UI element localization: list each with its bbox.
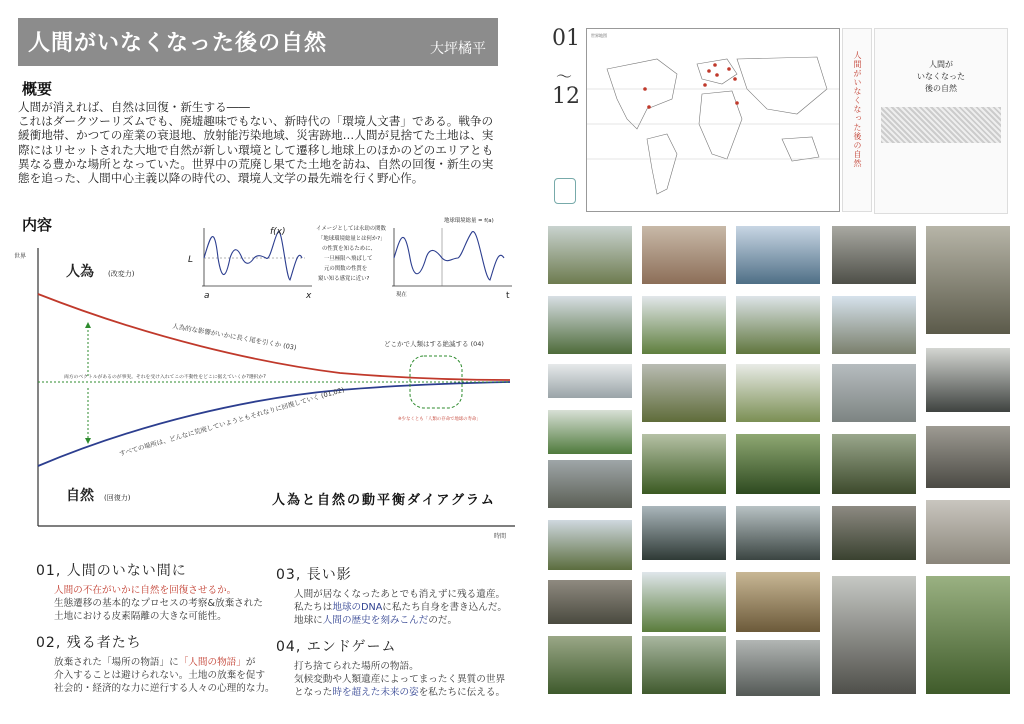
graph1-a: a	[204, 291, 210, 301]
photo-3-1	[548, 364, 632, 398]
photo-5-2	[642, 506, 726, 560]
nature-sub: (回復力)	[104, 494, 131, 502]
section-01-line-2: 土地における皮素隔離の大きな可能性。	[54, 611, 227, 622]
note-line-1: 「地球環境総量とは何か?」	[318, 236, 386, 242]
section-02-line-0: 放棄された「場所の物語」に「人間の物語」が	[54, 657, 256, 668]
section-04-line-1: 気候変動や人類遺産によってまったく異質の世界	[294, 674, 506, 685]
photo-3-2	[642, 364, 726, 422]
photo-1-5	[926, 226, 1010, 334]
note-line-2: の性質を知るために、	[322, 246, 376, 252]
section-02-title: 残る者たち	[66, 635, 142, 651]
section-02-line-2: 社会的・経済的な力に逆行する人々の心理的な力。	[54, 683, 275, 694]
photo-2-2	[642, 296, 726, 354]
cover-illustration	[881, 107, 1001, 143]
photo-4-5	[926, 500, 1010, 564]
photo-2-4	[832, 296, 916, 354]
graph1-L: L	[188, 255, 194, 265]
section-02-num: 02,	[36, 635, 62, 651]
note-line-0: イメージとしては永劫の関数	[316, 226, 386, 232]
note-line-5: 窺い知る感覚に近い?	[318, 276, 370, 282]
photo-5-3	[736, 506, 820, 560]
cover-title: 人間が いなくなった 後の自然	[917, 60, 965, 93]
mid-caption: 両方のベクトルがあるのが事実。それを受け入れてこの不動性をどこに据えていくか?選択か?	[64, 375, 266, 380]
photo-6-2	[642, 572, 726, 632]
photo-4-1	[548, 410, 632, 454]
section-04-line-2: となった時を超えた未来の姿を私たちに伝える。	[294, 687, 506, 698]
note-line-4: 元の関数の性質を	[324, 266, 368, 272]
note-line-3: 一旦極限へ飛ばして	[324, 256, 373, 262]
graph1-fx: f(x)	[270, 227, 286, 237]
photo-6-4	[832, 576, 916, 694]
human-curve	[38, 294, 510, 380]
section-03-num: 03,	[276, 567, 302, 583]
summary-text	[18, 100, 498, 185]
diagram-title: 人為と自然の動平衡ダイアグラム	[272, 493, 496, 508]
photo-5-4	[832, 506, 916, 560]
photo-2-1	[548, 296, 632, 354]
section-01	[36, 560, 276, 623]
section-03-line-0: 人間が居なくなったあとでも消えずに残る遺産。	[294, 589, 506, 600]
x-axis-label: 時間	[494, 533, 507, 540]
stamp-icon	[554, 178, 576, 204]
human-label: 人為	[66, 264, 94, 280]
book-cover	[874, 28, 1008, 214]
summary-body: これはダークツーリズムでも、廃墟趣味でもない、新時代の「環境人文書」である。戦争の緩衝地帯、かつての産業の衰退地、放射能汚染地域、災害跡地…人間が見捨てた土地は、実際にはリセットされた大地で自然が新しい環境として遷移し地球上のほかのどのエリアとも異なる豊かな場所となっていた。世界中の荒廃し果てた土地を訪ね、自然の回復・新生の実態を追った、人間中心主義以降の時代の、環境人文学の最先端を行く野心作。	[18, 114, 494, 186]
photo-2-3	[736, 296, 820, 354]
blue-caption: すべての場所は、どんなに荒廃していようともそれなりに回復していく (01,02)	[118, 385, 346, 458]
photo-2-5	[926, 348, 1010, 412]
photo-1-3	[736, 226, 820, 284]
section-04-title: エンドゲーム	[306, 639, 397, 655]
y-axis-label: 世界	[14, 253, 27, 260]
title-bar	[18, 18, 498, 66]
section-04-line-0: 打ち捨てられた場所の物語。	[294, 661, 419, 672]
section-04-num: 04,	[276, 639, 302, 655]
section-02-line-1: 介入することは避けられない。土地の放棄を促す	[54, 670, 266, 681]
section-01-title: 人間のいない間に	[66, 563, 187, 579]
chapter-mid: 〜	[556, 67, 573, 86]
author-name: 大坪橘平	[430, 41, 486, 57]
photo-8-1	[548, 636, 632, 694]
chapter-top: 01	[552, 26, 580, 51]
book-spine	[842, 28, 872, 212]
extinct-caption: どこかで人類はする絶滅する (04)	[384, 340, 484, 348]
photo-6-1	[548, 520, 632, 570]
spine-title: 人間がいなくなった後の自然	[853, 51, 862, 168]
photo-6-3	[736, 572, 820, 632]
graph1-x: x	[306, 291, 312, 301]
section-03	[276, 564, 516, 627]
graph2-t: t	[506, 291, 510, 301]
photo-4-2	[642, 434, 726, 494]
world-map	[586, 28, 840, 212]
photo-7-3	[736, 640, 820, 696]
section-03-line-1: 私たちは地球のDNAに私たち自身を書き込んだ。	[294, 602, 508, 613]
graph2-now: 現在	[396, 292, 407, 298]
photo-3-4	[832, 364, 916, 422]
photo-4-3	[736, 434, 820, 494]
photo-1-1	[548, 226, 632, 284]
section-01-line-0: 人間の不在がいかに自然を回復させるか。	[54, 585, 237, 596]
photo-3-5	[926, 426, 1010, 488]
map-caption: 世界地図	[591, 33, 607, 38]
nature-label: 自然	[66, 488, 94, 504]
photo-7-1	[548, 580, 632, 624]
section-01-num: 01,	[36, 563, 62, 579]
photo-4-4	[832, 434, 916, 494]
page-title: 人間がいなくなった後の自然	[28, 31, 328, 56]
oscillation-graph-2	[392, 216, 512, 301]
section-04	[276, 636, 516, 699]
chapter-bot: 12	[552, 84, 580, 109]
section-03-title: 長い影	[306, 567, 352, 583]
small-caption: ※少なくとも「人類の存命で地球の寿命」	[398, 417, 481, 422]
summary-lead: 人間が消えれば、自然は回復・新生する――	[18, 100, 250, 114]
photo-7-2	[642, 636, 726, 694]
oscillation-graph-1	[188, 227, 312, 301]
photo-5-1	[548, 460, 632, 508]
photo-3-3	[736, 364, 820, 422]
human-sub: (改変力)	[108, 270, 135, 278]
section-02	[36, 632, 276, 695]
graph2-title: 地球環境総量 = f(a)	[444, 218, 494, 224]
section-03-line-2: 地球に人間の歴史を刻みこんだのだ。	[294, 615, 458, 626]
photo-5-5	[926, 576, 1010, 694]
photo-1-4	[832, 226, 916, 284]
summary-heading: 概要	[22, 80, 53, 98]
section-01-line-1: 生態遷移の基本的なプロセスの考察&放棄された	[54, 598, 263, 609]
nature-curve	[38, 382, 510, 466]
content-heading: 内容	[22, 216, 53, 234]
photo-1-2	[642, 226, 726, 284]
note-block	[316, 224, 387, 282]
red-caption: 人為的な影響がいかに長く尾を引くか (03)	[171, 322, 298, 352]
